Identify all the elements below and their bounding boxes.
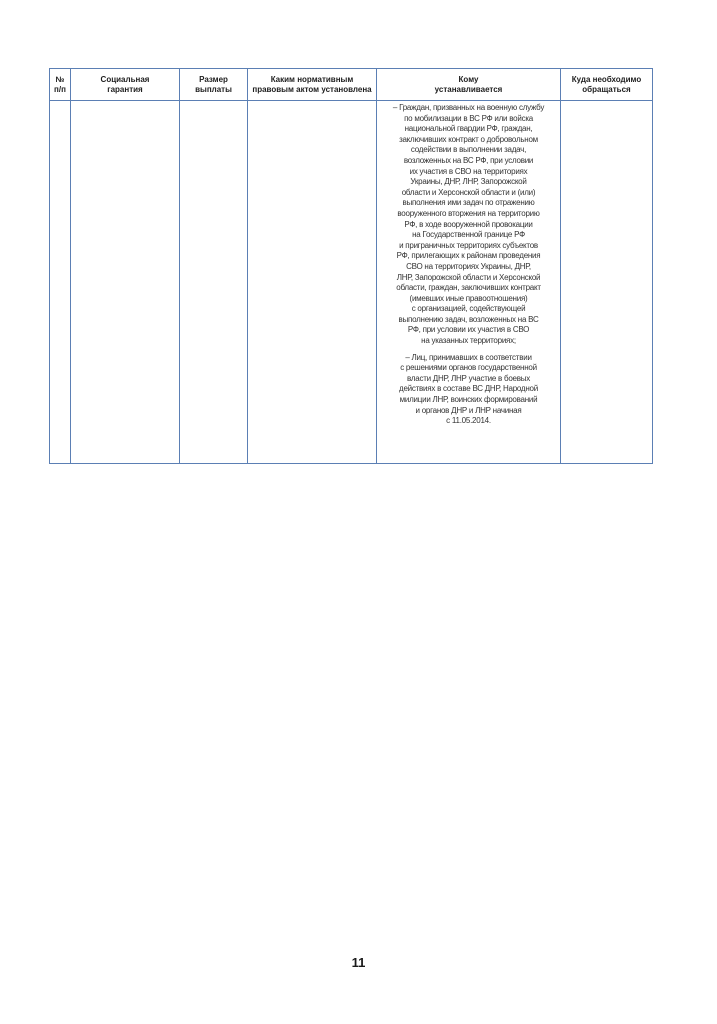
cell-payment-size [180, 101, 248, 464]
recipients-line: с 11.05.2014. [446, 416, 491, 426]
cell-where-to-apply [561, 101, 653, 464]
recipients-line: СВО на территориях Украины, ДНР, [406, 261, 531, 271]
recipients-line: по мобилизации в ВС РФ или войска [404, 113, 533, 123]
recipients-line: возложенных на ВС РФ, при условии [403, 155, 534, 165]
cell-guarantee [71, 101, 180, 464]
recipients-line: области и Херсонской области и (или) [401, 187, 536, 197]
recipients-line: РФ, прилегающих к районам проведения [396, 251, 541, 261]
recipients-paragraph-dnr-lnr [380, 353, 557, 427]
header-payment-size: Размер выплаты [180, 69, 248, 101]
recipients-line: выполнения ими задач по отражению [402, 198, 535, 208]
cell-num [50, 101, 71, 464]
header-legal-act: Каким нормативным правовым актом установлена [248, 69, 377, 101]
recipients-line: их участия в СВО на территориях [409, 166, 528, 176]
recipients-line: вооруженного вторжения на территорию [397, 208, 540, 218]
table-row [50, 101, 653, 464]
table-header-row [50, 69, 653, 101]
recipients-line: выполнению задач, возложенных на ВС [398, 314, 539, 324]
recipients-line: власти ДНР, ЛНР участие в боевых [407, 373, 530, 383]
header-where-to-apply: Куда необходимо обращаться [561, 69, 653, 101]
recipients-line: на Государственной границе РФ [412, 230, 525, 240]
recipients-line: – Граждан, призванных на военную службу [392, 103, 545, 112]
recipients-line: заключивших контракт о добровольном [399, 134, 538, 144]
page-number: 11 [351, 955, 366, 970]
recipients-paragraph-mobilized [380, 103, 557, 347]
recipients-line: действиях в составе ВС ДНР, Народной [399, 384, 538, 394]
recipients-line: ЛНР, Запорожской области и Херсонской [396, 272, 541, 282]
header-num: № п/п [50, 69, 71, 101]
recipients-line: милиции ЛНР, воинских формирований [399, 395, 538, 405]
social-guarantees-table [49, 68, 653, 464]
recipients-line: содействии в выполнении задач, [410, 145, 527, 155]
recipients-line: и органов ДНР и ЛНР начиная [415, 405, 522, 415]
header-recipients: Кому устанавливается [377, 69, 561, 101]
recipients-line: РФ, в ходе вооруженной провокации [404, 219, 533, 229]
recipients-line: РФ, при условии их участия в СВО [407, 325, 530, 335]
header-guarantee: Социальная гарантия [71, 69, 180, 101]
recipients-line: области, граждан, заключивших контракт [396, 283, 541, 293]
recipients-line: (имевших иные правоотношения) [409, 293, 528, 303]
cell-recipients [377, 101, 561, 464]
cell-legal-act [248, 101, 377, 464]
recipients-line: и приграничных территориях субъектов [399, 240, 538, 250]
recipients-line: с решениями органов государственной [400, 363, 537, 373]
recipients-line: на указанных территориях; [421, 336, 516, 346]
recipients-line: – Лиц, принимавших в соответствии [405, 352, 532, 362]
recipients-line: Украины, ДНР, ЛНР, Запорожской [410, 177, 527, 187]
recipients-line: с организацией, содействующей [411, 304, 526, 314]
recipients-line: национальной гвардии РФ, граждан, [404, 124, 533, 134]
